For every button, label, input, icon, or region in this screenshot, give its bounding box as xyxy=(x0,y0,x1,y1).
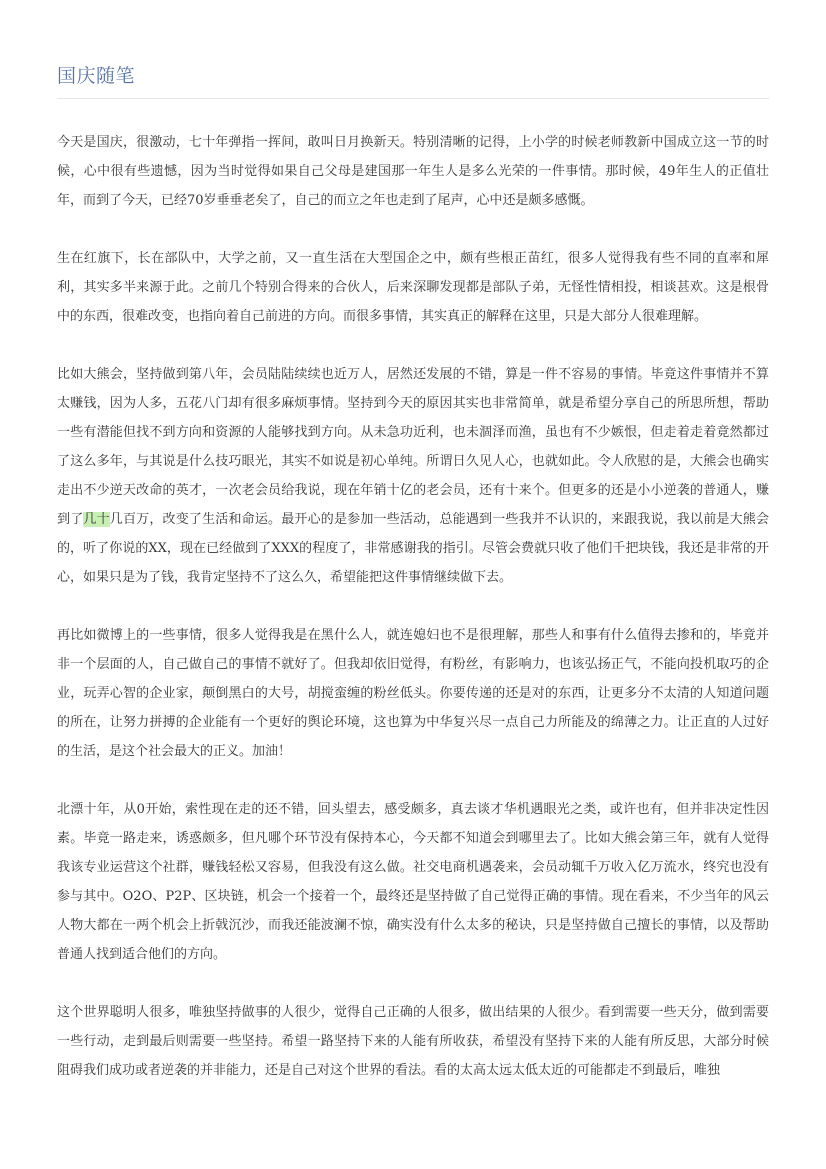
paragraph-text: 北漂十年，从0开始，索性现在走的还不错，回头望去，感受颇多，真去谈才华机遇眼光之类，或许也有，但并非决定性因素。毕竟一路走来，诱惑颇多，但凡哪个环节没有保持本心，今天都不知道会到哪里去了。比如大熊会第三年，就有人觉得我该专业运营这个社群，赚钱轻松又容易，但我没有这么做。社交电商机遇袭来，会员动辄千万收入亿万流水，终究也没有参与其中。O2O、P2P、区块链，机会一个接着一个，最终还是坚持做了自己觉得正确的事情。现在看来，不少当年的风云人物大都在一两个机会上折戟沉沙，而我还能波澜不惊，确实没有什么太多的秘诀，只是坚持做自己擅长的事情，以及帮助普通人找到适合他们的方向。 xyxy=(57,802,769,962)
paragraph xyxy=(57,795,769,969)
paragraph xyxy=(57,621,769,766)
paragraph xyxy=(57,244,769,331)
page-title: 国庆随笔 xyxy=(57,65,136,87)
title-divider xyxy=(57,98,769,99)
paragraph xyxy=(57,998,769,1085)
paragraph-text: 几百万，改变了生活和命运。最开心的是参加一些活动，总能遇到一些我并不认识的，来跟我说，我以前是大熊会的，听了你说的XX，现在已经做到了XXX的程度了，非常感谢我的指引。尽管会费就只收了他们千把块钱，我还是非常的开心，如果只是为了钱，我肯定坚持不了这么久，希望能把这件事情继续做下去。 xyxy=(57,512,769,585)
paragraph-text: 今天是国庆，很激动，七十年弹指一挥间，敢叫日月换新天。特别清晰的记得，上小学的时候老师教新中国成立这一节的时候，心中很有些遗憾，因为当时觉得如果自己父母是建国那一年生人是多么光荣的一件事情。那时候，49年生人的正值壮年，而到了今天，已经70岁垂垂老矣了，自己的而立之年也走到了尾声，心中还是颇多感慨。 xyxy=(57,135,769,208)
paragraph-text: 比如大熊会，坚持做到第八年，会员陆陆续续也近万人，居然还发展的不错，算是一件不容易的事情。毕竟这件事情并不算太赚钱，因为人多，五花八门却有很多麻烦事情。坚持到今天的原因其实也非常简单，就是希望分享自己的所思所想，帮助一些有潜能但找不到方向和资源的人能够找到方向。从未急功近利，也未涸泽而渔，虽也有不少嫉恨，但走着走着竟然都过了这么多年，与其说是什么技巧眼光，其实不如说是初心单纯。所谓日久见人心，也就如此。令人欣慰的是，大熊会也确实走出不少逆天改命的英才，一次老会员给我说，现在年销十亿的老会员，还有十来个。但更多的还是小小逆袭的普通人，赚到了 xyxy=(57,367,769,527)
paragraph-text: 再比如微博上的一些事情，很多人觉得我是在黑什么人，就连媳妇也不是很理解，那些人和事有什么值得去掺和的，毕竟并非一个层面的人，自己做自己的事情不就好了。但我却依旧觉得，有粉丝，有影响力，也该弘扬正气，不能向投机取巧的企业，玩弄心智的企业家，颠倒黑白的大号，胡搅蛮缠的粉丝低头。你要传递的还是对的东西，让更多分不太清的人知道问题的所在，让努力拼搏的企业能有一个更好的舆论环境，这也算为中华复兴尽一点自己力所能及的绵薄之力。让正直的人过好的生活，是这个社会最大的正义。加油！ xyxy=(57,628,769,759)
paragraph-text: 这个世界聪明人很多，唯独坚持做事的人很少，觉得自己正确的人很多，做出结果的人很少。看到需要一些天分，做到需要一些行动，走到最后则需要一些坚持。希望一路坚持下来的人能有所收获，希望没有坚持下来的人能有所反思，大部分时候阻碍我们成功或者逆袭的并非能力，还是自己对这个世界的看法。看的太高太远太低太近的可能都走不到最后，唯独 xyxy=(57,1005,769,1078)
article-body xyxy=(57,128,769,1114)
paragraph xyxy=(57,360,769,592)
paragraph xyxy=(57,128,769,215)
paragraph-text: 生在红旗下，长在部队中，大学之前，又一直生活在大型国企之中，颇有些根正苗红，很多人觉得我有些不同的直率和犀利，其实多半来源于此。之前几个特别合得来的合伙人，后来深聊发现都是部队子弟，无怪性情相投，相谈甚欢。这是根骨中的东西，很难改变，也指向着自己前进的方向。而很多事情，其实真正的解释在这里，只是大部分人很难理解。 xyxy=(57,251,769,324)
highlighted-text: 几十 xyxy=(83,512,110,527)
